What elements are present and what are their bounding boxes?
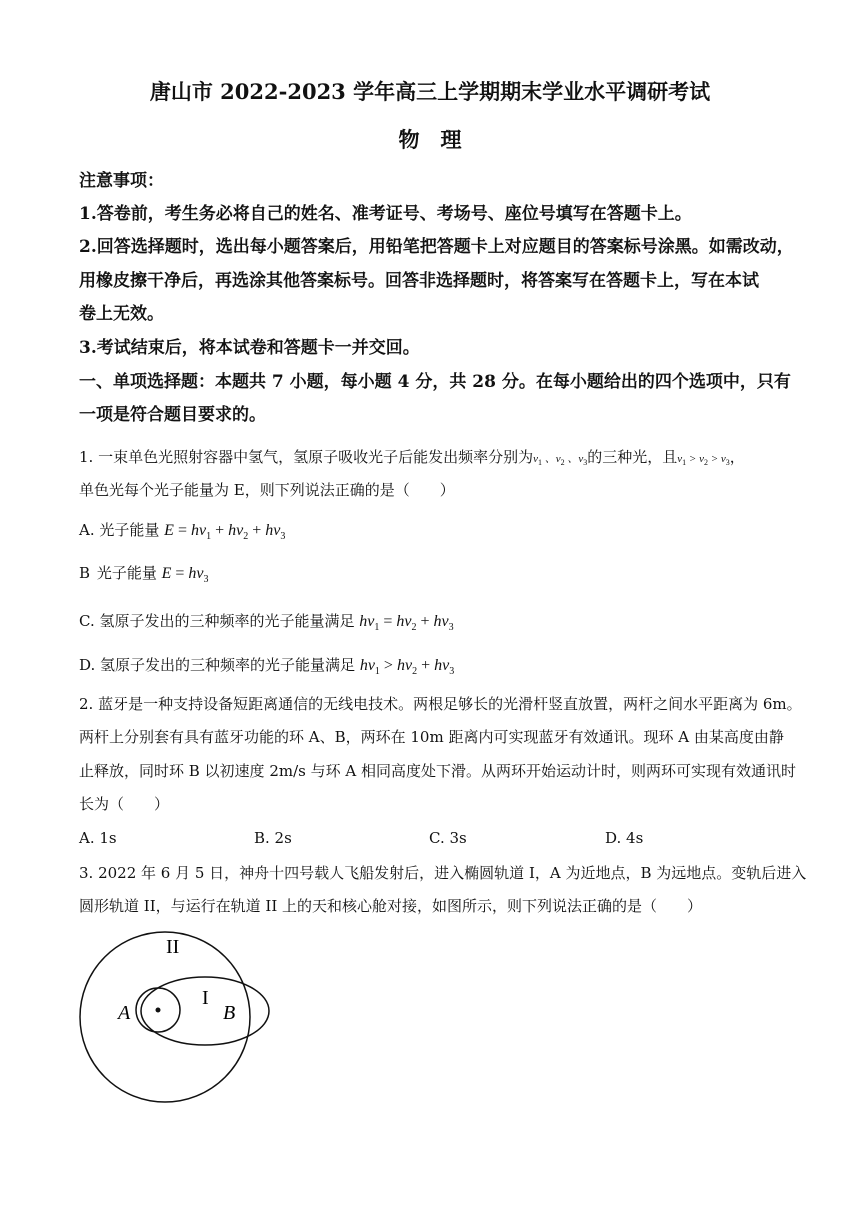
notice-item-2-line-1: 2.回答选择题时，选出每小题答案后，用铅笔把答题卡上对应题目的答案标号涂黑。如需改动， — [79, 237, 794, 257]
q3-line-1: 3. 2022 年 6 月 5 日，神舟十四号载人飞船发射后，进入椭圆轨道 I，A 为近地点，B 为远地点。变轨后进入 — [79, 864, 807, 882]
point-a-label: A — [118, 1002, 131, 1024]
q1-line-2: 单色光每个光子能量为 E，则下列说法正确的是（ ） — [79, 481, 455, 499]
q1-stem-a: 1. 一束单色光照射容器中氢气，氢原子吸收光子后能发出频率分别为 — [79, 448, 534, 466]
q1-option-a[interactable] — [79, 519, 285, 542]
q1-line-1: 1. 一束单色光照射容器中氢气，氢原子吸收光子后能发出频率分别为$\nu_1$ 、$\nu_2$ 、$\nu_3$的三种光，且$\nu_1 > \nu_2 > \nu_3$， — [79, 448, 745, 468]
q2-option-d[interactable]: D. 4s — [605, 829, 644, 847]
q1-option-d[interactable] — [79, 654, 454, 677]
q1-option-d-text: D. 氢原子发出的三种频率的光子能量满足 — [79, 656, 356, 674]
q1-option-c-formula: $h\nu_1 = h\nu_2 + h\nu_3$ — [359, 613, 454, 634]
q1-option-b-formula: $E = h\nu_3$ — [161, 565, 209, 586]
q1-option-a-text: A. 光子能量 — [79, 521, 160, 539]
q2-line-2: 两杆上分别套有具有蓝牙功能的环 A、B，两环在 10m 距离内可实现蓝牙有效通讯。现环 A 由某高度由静 — [79, 728, 784, 746]
orbit-i-label: I — [202, 987, 209, 1009]
q1-nu-inequality: $\nu_1 > \nu_2 > \nu_3$ — [677, 453, 730, 468]
q3-line-2: 圆形轨道 II，与运行在轨道 II 上的天和核心舱对接，如图所示，则下列说法正确的是（ ） — [79, 897, 703, 915]
q2-option-a[interactable]: A. 1s — [79, 829, 117, 847]
q1-nu-list: $\nu_1$ 、$\nu_2$ 、$\nu_3$ — [533, 453, 588, 468]
orbit-diagram — [70, 925, 280, 1115]
earth-center-dot — [156, 1008, 161, 1013]
notice-item-3: 3.考试结束后，将本试卷和答题卡一并交回。 — [79, 338, 420, 358]
subject-title: 物 理 — [398, 127, 462, 152]
q2-option-b[interactable]: B. 2s — [254, 829, 292, 847]
q1-option-a-formula: $E = h\nu_1 + h\nu_2 + h\nu_3$ — [164, 522, 286, 543]
q1-stem-b: 的三种光，且 — [587, 448, 678, 466]
section-heading-line-1: 一、单项选择题：本题共 7 小题，每小题 4 分，共 28 分。在每小题给出的四个选项中，只有 — [79, 372, 791, 392]
q2-option-c[interactable]: C. 3s — [429, 829, 467, 847]
section-heading-line-2: 一项是符合题目要求的。 — [79, 405, 266, 425]
exam-title: 唐山市 2022-2023 学年高三上学期期末学业水平调研考试 — [149, 79, 711, 104]
notice-item-1: 1.答卷前，考生务必将自己的姓名、准考证号、考场号、座位号填写在答题卡上。 — [79, 204, 692, 224]
q1-option-b-text: 光子能量 — [96, 564, 157, 582]
notice-item-2-line-3: 卷上无效。 — [79, 304, 164, 324]
q2-line-1: 2. 蓝牙是一种支持设备短距离通信的无线电技术。两根足够长的光滑杆竖直放置，两杆之间水平距离为 6m。 — [79, 695, 802, 713]
orbit-ii-label: II — [166, 936, 180, 958]
q2-line-4: 长为（ ） — [79, 795, 170, 813]
q1-option-c-text: C. 氢原子发出的三种频率的光子能量满足 — [79, 612, 355, 630]
q1-option-b-label: B — [79, 564, 91, 582]
q1-option-d-formula: $h\nu_1 > h\nu_2 + h\nu_3$ — [359, 657, 455, 678]
q1-option-b[interactable] — [79, 562, 209, 585]
point-b-label: B — [223, 1002, 236, 1024]
notice-heading: 注意事项： — [79, 171, 164, 191]
q1-option-c[interactable] — [79, 610, 454, 633]
q2-line-3: 止释放，同时环 B 以初速度 2m/s 与环 A 相同高度处下滑。从两环开始运动计时，则两环可实现有效通讯时 — [79, 762, 796, 780]
notice-item-2-line-2: 用橡皮擦干净后，再选涂其他答案标号。回答非选择题时，将答案写在答题卡上，写在本试 — [79, 271, 759, 291]
